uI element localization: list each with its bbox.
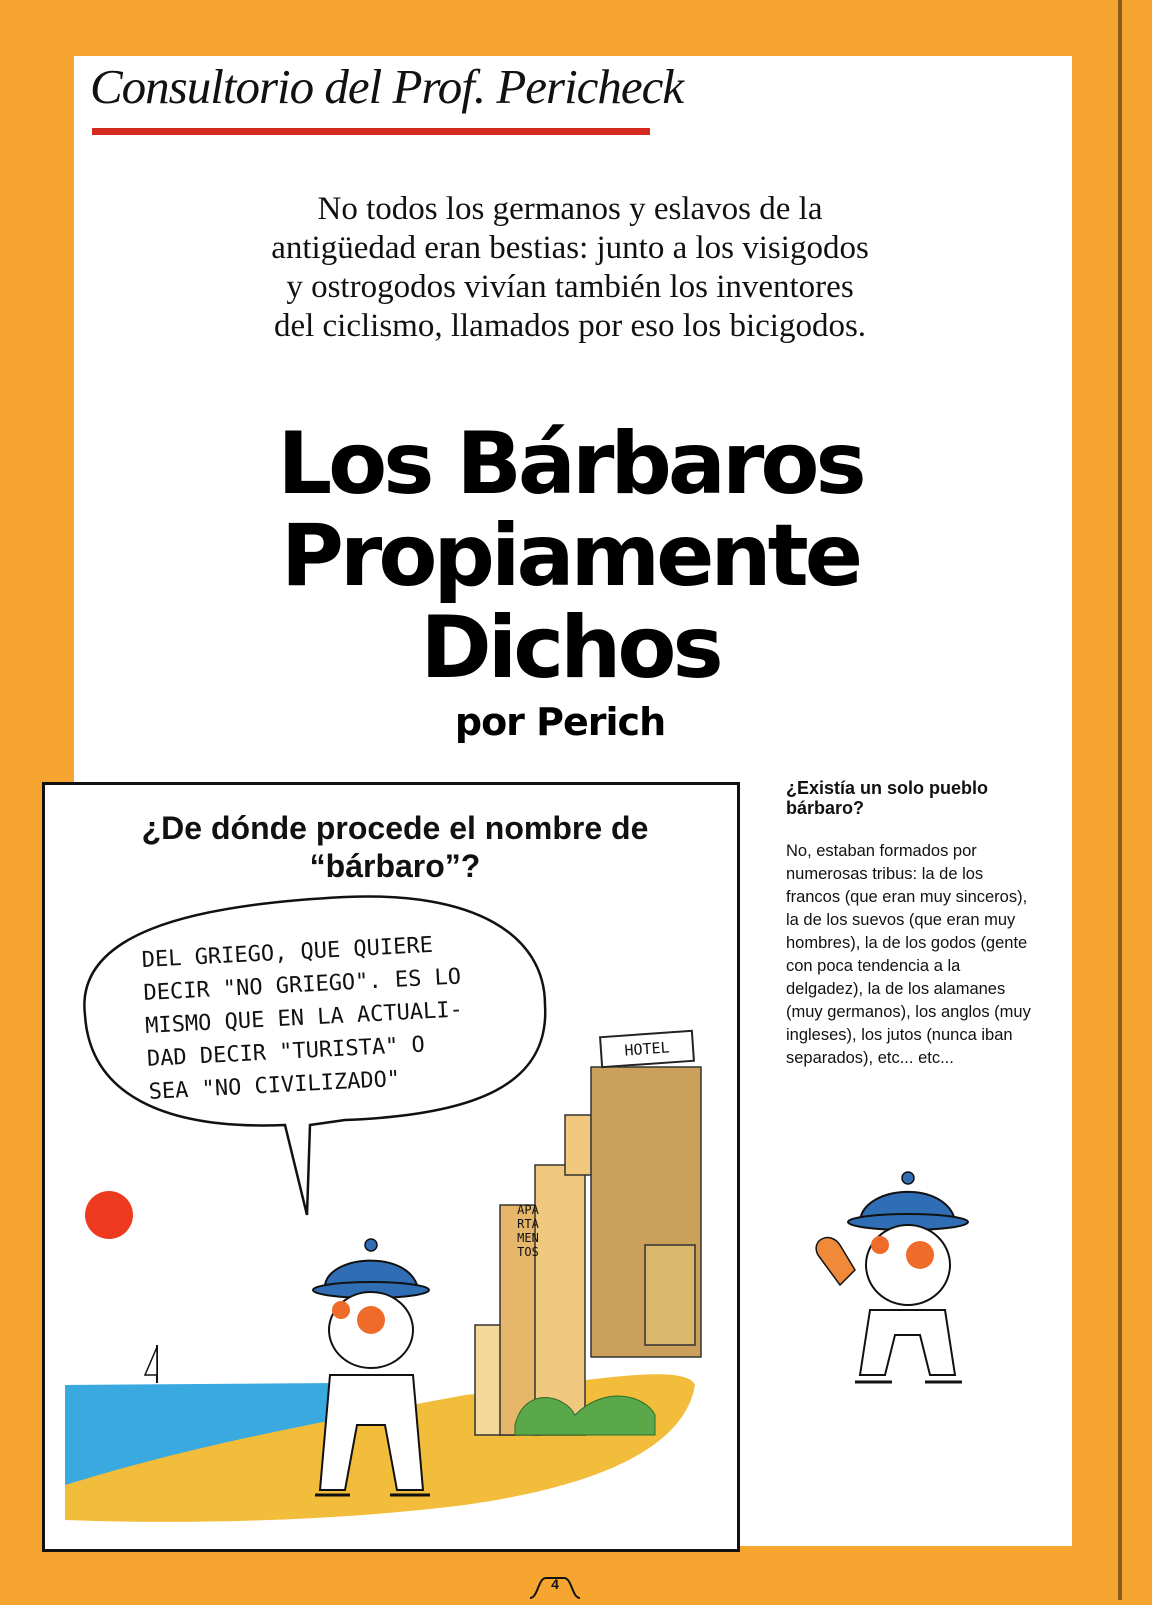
page-number-text: 4 xyxy=(551,1576,559,1592)
cartoon-illustration xyxy=(45,785,740,1552)
apartments-sign: APARTAMENTOS xyxy=(517,1203,539,1259)
sidebar-answer: No, estaban formados por numerosas tribus: la de los francos (que eran muy sinceros), la de los suevos (que eran muy hombres), la de los godos (gente con poca tendencia a la delgadez), la de los alamanes (muy germanos), los anglos (muy ingleses), los jutos (nunca iban separados), etc... etc... xyxy=(786,842,1031,1067)
hotel-sign: HOTEL xyxy=(599,1030,695,1068)
sidebar-qa xyxy=(786,778,1041,1070)
headline-line-1: Los Bárbaros xyxy=(277,414,863,514)
headline-line-3: Dichos xyxy=(420,598,720,698)
headline-line-2: Propiamente xyxy=(280,506,860,606)
clapping-professor-illustration xyxy=(800,1160,1000,1400)
panel-question: ¿De dónde procede el nombre de “bárbaro”? xyxy=(141,810,649,884)
sidebar-question: ¿Existía un solo pueblo bárbaro? xyxy=(786,778,989,818)
byline: por Perich xyxy=(454,700,666,744)
sun-icon xyxy=(85,1191,133,1239)
comic-panel xyxy=(42,782,740,1552)
title-rule xyxy=(92,128,650,135)
speech-bubble-text: DEL GRIEGO, QUE QUIERE DECIR "NO GRIEGO". ES LO MISMO QUE EN LA ACTUALI- DAD DECIR "TURISTA" O SEA "NO CIVILIZADO" xyxy=(141,932,464,1105)
section-title: Consultorio del Prof. Pericheck xyxy=(90,59,684,114)
sailboat-icon xyxy=(145,1345,157,1383)
intro-paragraph: No todos los germanos y eslavos de la antigüedad eran bestias: junto a los visigodos y ostrogodos vivían también los inventores del ciclismo, llamados por eso los bicigodos. xyxy=(271,191,869,344)
binding-edge xyxy=(1118,0,1122,1600)
page-number xyxy=(528,1574,582,1600)
headline xyxy=(120,414,1020,698)
